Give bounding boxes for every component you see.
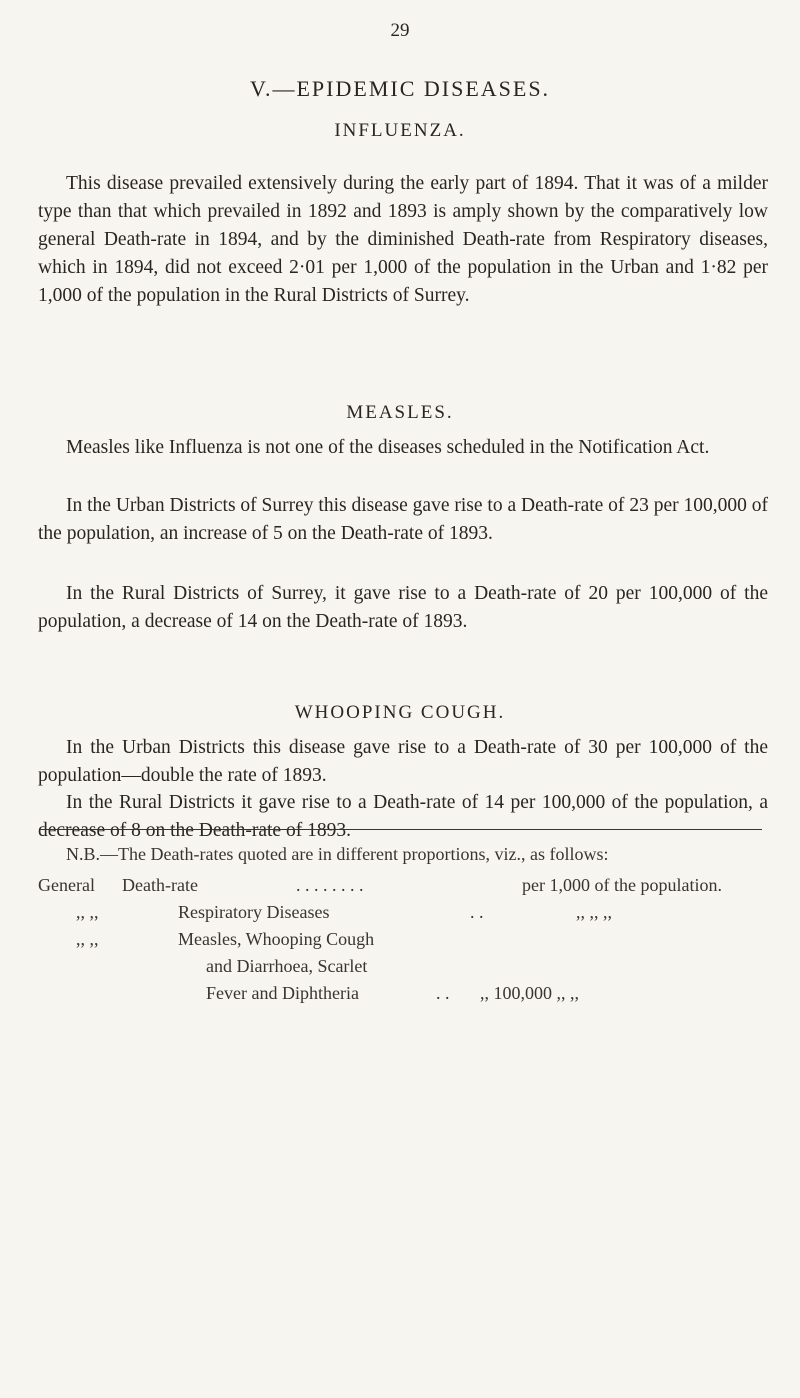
whooping-cough-paragraph-1: In the Urban Districts this disease gave rise to a Death-rate of 30 per 100,000 of the population—double the rate of 1893. [38, 737, 768, 786]
note-row-2-label: Respiratory Diseases [178, 902, 330, 922]
note-row-5-per: ,, 100,000 ,, ,, [480, 983, 579, 1003]
note-row-2-per: ,, ,, ,, [576, 902, 612, 922]
note-row-5-dots: . . [436, 983, 450, 1003]
note-row-1-dots: . . . . . . . . [296, 875, 364, 895]
measles-paragraph-2: In the Urban Districts of Surrey this disease gave rise to a Death-rate of 23 per 100,000 of the population, an increase of 5 on the Death-rate of 1893. [38, 495, 768, 544]
page-number: 29 [390, 20, 410, 41]
measles-heading: MEASLES. [346, 402, 454, 423]
measles-paragraph-1: Measles like Influenza is not one of the diseases scheduled in the Notification Act. [66, 437, 710, 458]
note-row-1-per: per 1,000 of the population. [522, 875, 722, 895]
note-row-5-label: Fever and Diphtheria [206, 983, 359, 1003]
whooping-cough-heading: WHOOPING COUGH. [294, 702, 506, 723]
note-row-2-dots: . . [470, 902, 484, 922]
note-row-4-label: and Diarrhoea, Scarlet [206, 956, 368, 976]
influenza-heading: INFLUENZA. [334, 120, 466, 141]
measles-paragraph-3: In the Rural Districts of Surrey, it gave rise to a Death-rate of 20 per 100,000 of the population, a decrease of 14 on the Death-rate of 1893. [38, 583, 768, 632]
note-intro: N.B.—The Death-rates quoted are in different proportions, viz., as follows: [66, 844, 609, 864]
note-row-3-label: Measles, Whooping Cough [178, 929, 375, 949]
section-heading: V.—EPIDEMIC DISEASES. [249, 76, 551, 101]
divider-rule [40, 829, 762, 830]
note-row-2-ditto: ,, ,, [76, 902, 99, 922]
note-row-1-label: Death-rate [122, 875, 198, 895]
whooping-cough-paragraph-2: In the Rural Districts it gave rise to a Death-rate of 14 per 100,000 of the population, a decrease of 8 on the Death-rate of 1893. [38, 792, 768, 841]
influenza-paragraph: This disease prevailed extensively during the early part of 1894. That it was of a milder type than that which prevailed in 1892 and 1893 is amply shown by the comparatively low general Death-rate in 1894, and by the diminished Death-rate from Respiratory diseases, which in 1894, did not exceed 2·01 per 1,000 of the population in the Urban and 1·82 per 1,000 of the population in the Rural Districts of Surrey. [38, 173, 768, 306]
note-row-1-ditto: General [38, 875, 95, 895]
note-row-3-ditto: ,, ,, [76, 929, 99, 949]
